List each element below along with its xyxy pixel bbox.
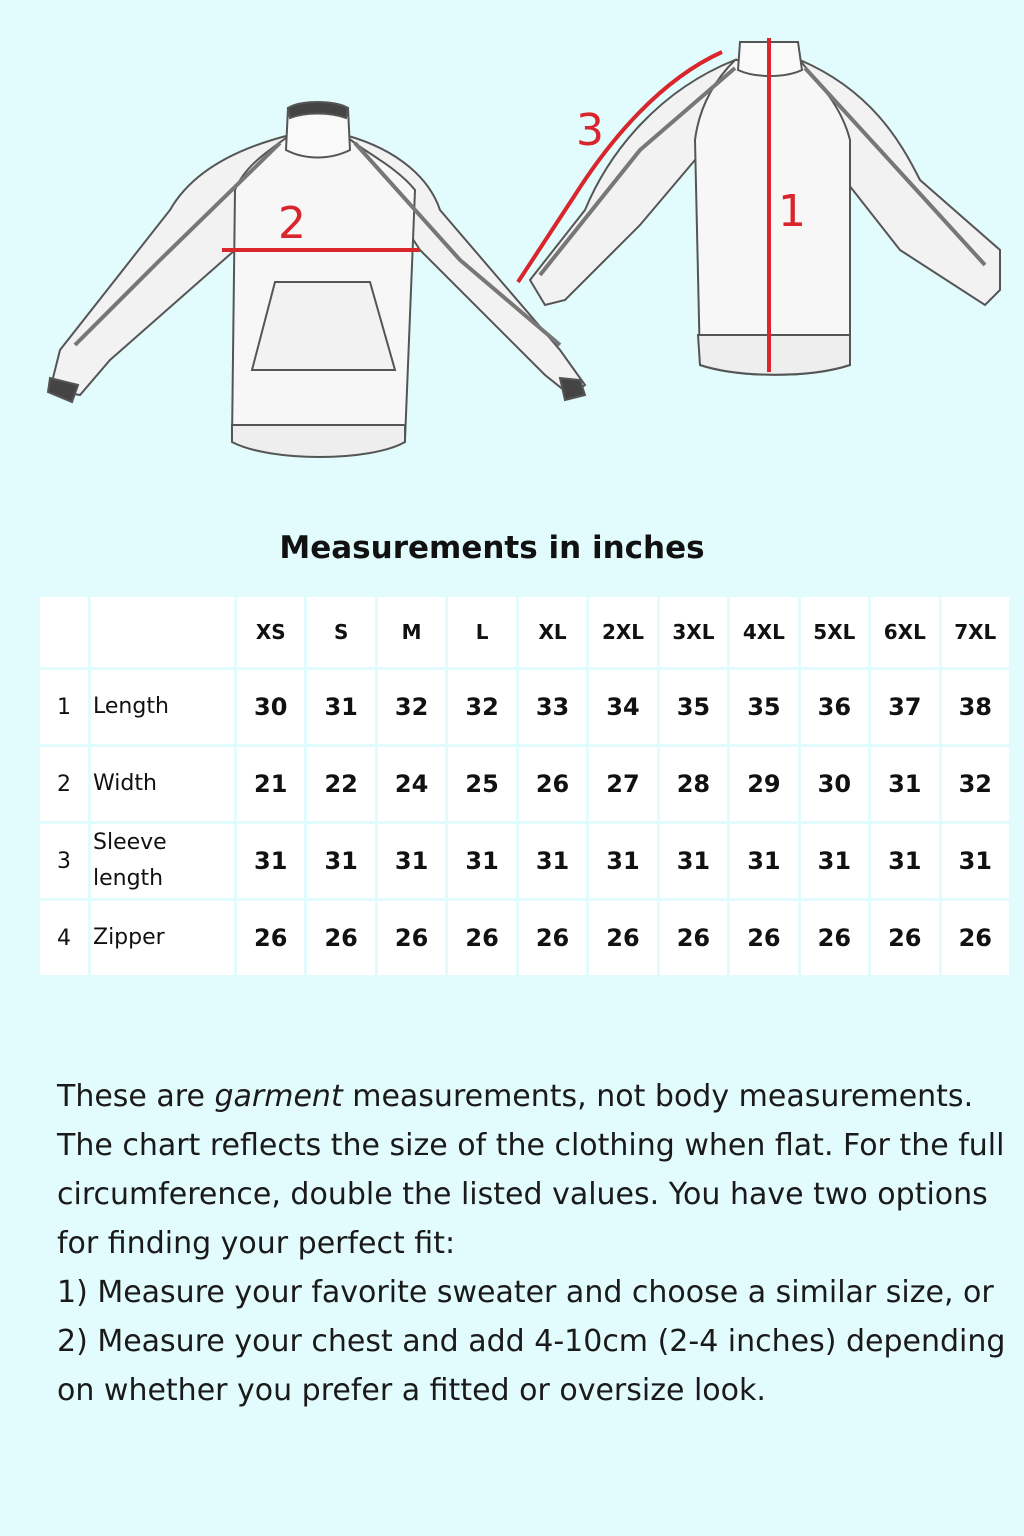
size-header: L: [448, 597, 515, 667]
measurement-value: 26: [307, 901, 374, 975]
size-header-row: [40, 597, 1009, 667]
size-header: M: [378, 597, 445, 667]
note-emphasis: garment: [214, 1079, 343, 1114]
measurement-value: 25: [448, 747, 515, 821]
measurement-value: 38: [942, 670, 1009, 744]
row-number: 2: [40, 747, 88, 821]
row-number: 4: [40, 901, 88, 975]
measurement-value: 35: [730, 670, 797, 744]
measurement-value: 35: [660, 670, 727, 744]
measurement-value: 31: [237, 824, 304, 898]
note-prefix: These are: [57, 1079, 215, 1114]
measurement-value: 31: [730, 824, 797, 898]
measurement-value: 24: [378, 747, 445, 821]
size-header: 5XL: [801, 597, 868, 667]
size-header: 6XL: [871, 597, 938, 667]
row-number: 1: [40, 670, 88, 744]
table-row: [40, 824, 1009, 898]
measurement-value: 31: [519, 824, 586, 898]
marker-label-3: 3: [576, 105, 604, 156]
measurement-value: 30: [801, 747, 868, 821]
table-row: [40, 747, 1009, 821]
measurement-name: Width: [91, 747, 234, 821]
measurement-value: 27: [589, 747, 656, 821]
measurement-value: 28: [660, 747, 727, 821]
size-header: 3XL: [660, 597, 727, 667]
sweater-front-view: [48, 102, 585, 457]
table-title: Measurements in inches: [279, 530, 705, 566]
measurement-value: 31: [307, 670, 374, 744]
measurement-value: 26: [378, 901, 445, 975]
measurement-value: 31: [871, 824, 938, 898]
size-header: XL: [519, 597, 586, 667]
measurement-value: 31: [589, 824, 656, 898]
marker-label-1: 1: [778, 186, 806, 237]
note-option-1: 1) Measure your favorite sweater and choose a similar size, or: [57, 1275, 994, 1310]
measurement-value: 31: [871, 747, 938, 821]
measurement-value: 37: [871, 670, 938, 744]
measurement-value: 36: [801, 670, 868, 744]
measurement-value: 32: [942, 747, 1009, 821]
size-header: XS: [237, 597, 304, 667]
measurement-value: 26: [871, 901, 938, 975]
measurement-value: 31: [448, 824, 515, 898]
sweater-back-view: [530, 42, 1000, 375]
measurement-value: 26: [801, 901, 868, 975]
measurement-value: 31: [660, 824, 727, 898]
table-row: [40, 901, 1009, 975]
measurement-value: 26: [589, 901, 656, 975]
marker-label-2: 2: [278, 198, 306, 249]
measurement-value: 31: [942, 824, 1009, 898]
size-header: S: [307, 597, 374, 667]
measurement-value: 21: [237, 747, 304, 821]
measurement-value: 26: [660, 901, 727, 975]
fit-instructions: [57, 1072, 1007, 1415]
header-blank-name: [91, 597, 234, 667]
measurement-value: 26: [448, 901, 515, 975]
row-number: 3: [40, 824, 88, 898]
measurement-name: Zipper: [91, 901, 234, 975]
measurement-value: 26: [519, 747, 586, 821]
note-paragraph: [57, 1072, 1007, 1268]
measurement-value: 32: [448, 670, 515, 744]
garment-illustration: [0, 0, 1024, 500]
measurement-value: 26: [519, 901, 586, 975]
measurement-value: 26: [730, 901, 797, 975]
table-row: [40, 670, 1009, 744]
measurement-value: 33: [519, 670, 586, 744]
size-header: 2XL: [589, 597, 656, 667]
measurement-value: 22: [307, 747, 374, 821]
measurement-value: 29: [730, 747, 797, 821]
measurement-name: Length: [91, 670, 234, 744]
size-header: 7XL: [942, 597, 1009, 667]
header-blank-number: [40, 597, 88, 667]
note-option-2: 2) Measure your chest and add 4-10cm (2-4 inches) depending on whether you prefer a fitted or oversize look.: [57, 1324, 1006, 1408]
measurement-name: Sleeve length: [91, 824, 234, 898]
size-header: 4XL: [730, 597, 797, 667]
measurement-value: 26: [942, 901, 1009, 975]
measurement-value: 32: [378, 670, 445, 744]
measurement-value: 31: [378, 824, 445, 898]
measurement-value: 31: [307, 824, 374, 898]
measurement-value: 31: [801, 824, 868, 898]
note-sentence: measurements, not body measurements. The chart reflects the size of the clothing when flat. For the full circumference, double the listed values. You have two options for finding your perfect fit:: [57, 1079, 1005, 1261]
measurement-value: 34: [589, 670, 656, 744]
measurement-value: 26: [237, 901, 304, 975]
measurement-value: 30: [237, 670, 304, 744]
size-chart-table: [37, 594, 1012, 978]
